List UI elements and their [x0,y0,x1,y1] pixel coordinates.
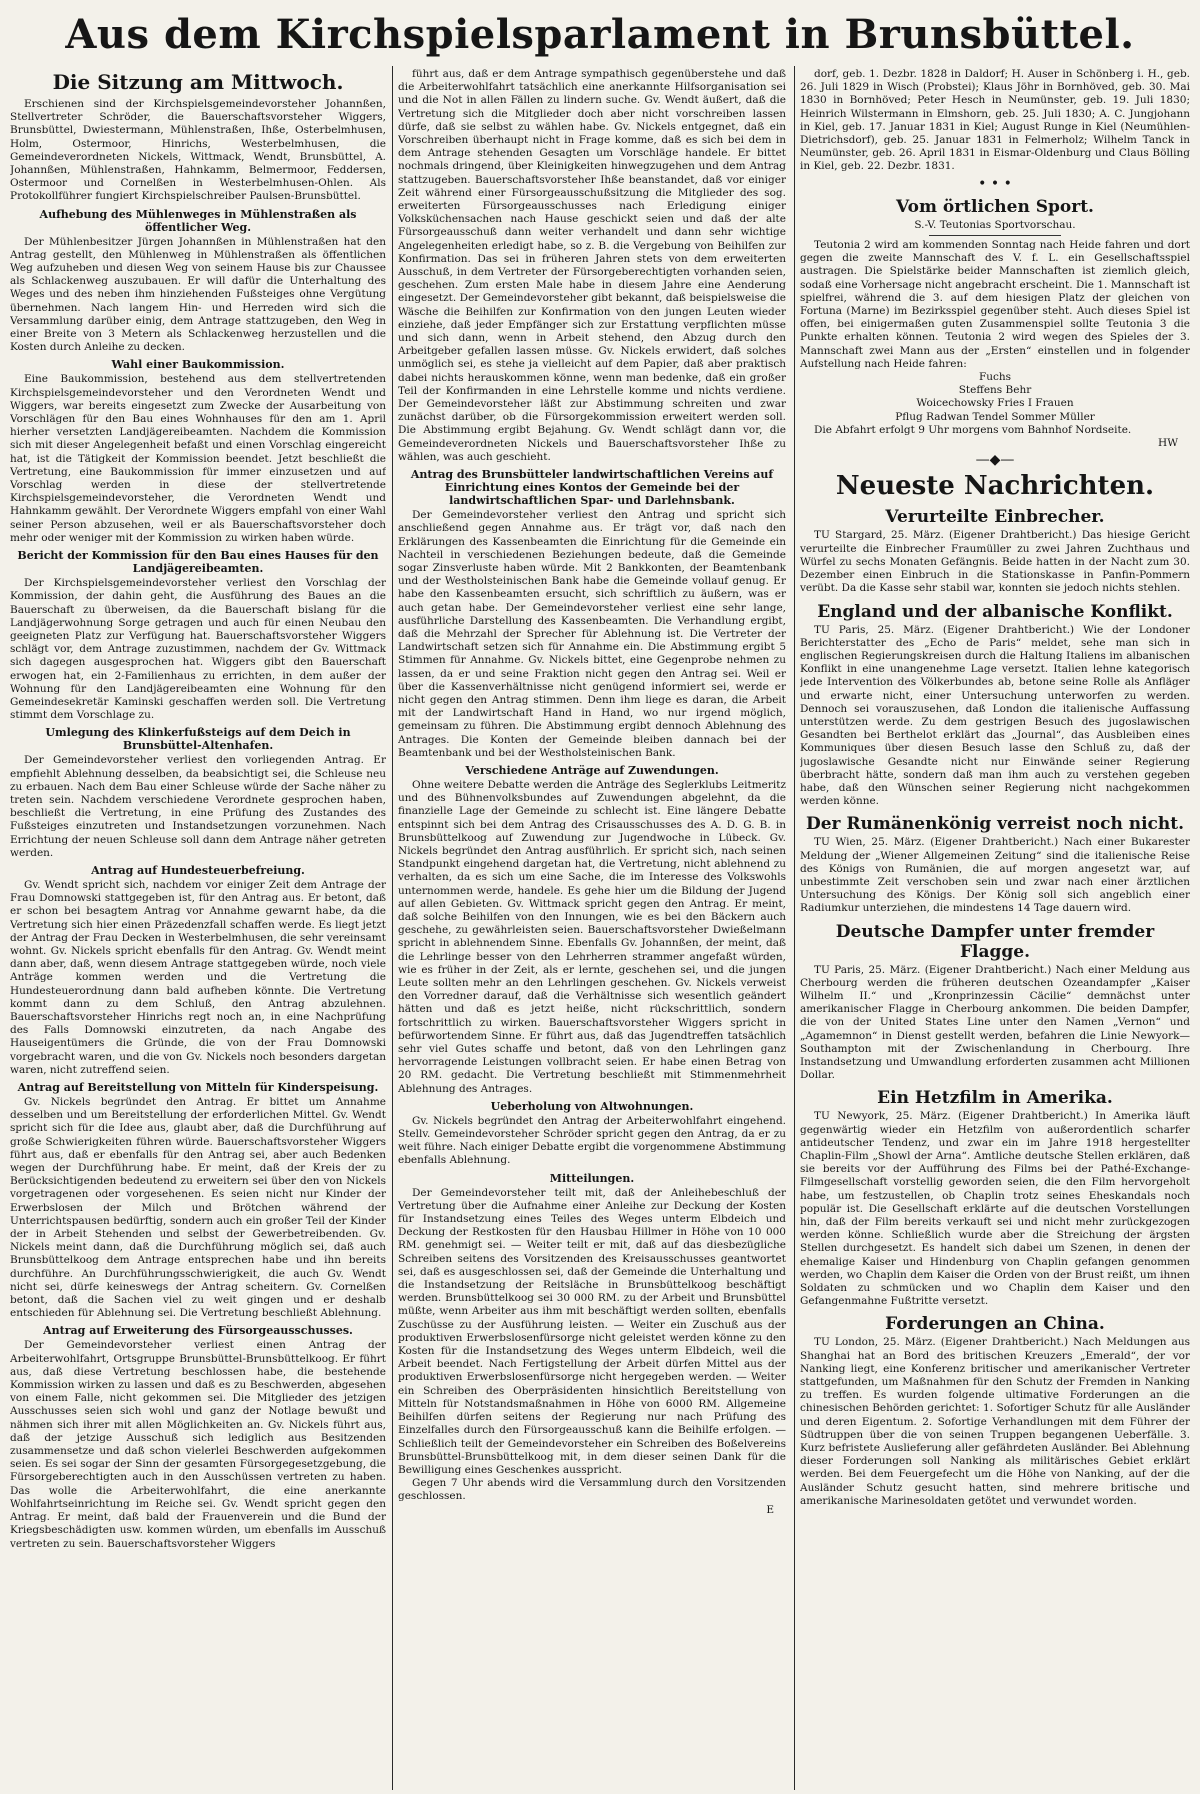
paragraph: Gv. Wendt spricht sich, nachdem vor einiger Zeit dem Antrage der Frau Domnowski stattgegeben ist, für den Antrag aus. Er betont, daß er schon bei besagtem Antrag vor Annahme gewarnt habe, da die Vertretung sich hier einen Präzedenzfall schaffen werde. Es liegt jetzt der Antrag der Frau Decken in Westerbelmhusen, die sehr vereinsamt wohnt. Gv. Nickels spricht ebenfalls für den Antrag. Gv. Wendt meint dann aber, daß, wenn diesem Antrage stattgegeben würde, noch viele Anträge kommen werden und die Vertretung die Hundesteuerordnung dann bald aufheben könnte. Die Vertretung kommt dann zu dem Schluß, den Antrag abzulehnen. Bauerschaftsvorsteher Hinrichs regt noch an, in eine Nachprüfung des Falls Domnowski einzutreten, da nach Angabe des Hauseigentümers die Gründe, die von der Frau Domnowski vorgebracht waren, und die von Gv. Nickels noch besonders dargetan waren, nicht zutreffend seien. [10,878,386,1076]
subheading: Bericht der Kommission für den Bau eines Hauses für den Landjägereibeamten. [17,549,379,576]
subheading: Ueberholung von Altwohnungen. [490,1099,694,1113]
paragraph: Erschienen sind der Kirchspielsgemeindevorsteher Johannßen, Stellvertreter Schröder, die Bauerschaftsvorsteher Wiggers, Brunsbüttel, Dwiestermann, Mühlenstraßen, Ihße, Osterbelmhusen, Holm, Ostermoor, Hinrichs, Westerbelmhusen, die Gemeindeverordneten Nickels, Wittmack, Wendt, Brunsbüttel, A. Johannßen, Mühlenstraßen, Hahnkamm, Belmermoor, Feddersen, Ostermoor und Cornelßen in Westerbelmhusen-Ohlen. Als Protokollführer fungiert Kirchspielschreiber Paulsen-Brunsbüttel. [10,98,386,203]
paragraph: Der Mühlenbesitzer Jürgen Johannßen in Mühlenstraßen hat den Antrag gestellt, den Mühlenweg in Mühlenstraßen als öffentlichen Weg aufzuheben und diesen Weg von seinem Hause bis zur Chaussee als Schlackenweg auszubauen. Er will dafür die Unterhaltung des Weges und des neben ihm hinziehenden Fußsteiges ohne Vergütung übernehmen. Nach langem Hin- und Herreden wird sich die Versammlung darüber einig, dem Antrage stattzugeben, den Weg in einer Breite von 3 Metern als Schlackenweg herzustellen und die Kosten durch Anleihe zu decken. [10,235,386,354]
column-rule [392,66,393,1790]
paragraph: Der Gemeindevorsteher verliest einen Antrag der Arbeiterwohlfahrt, Ortsgruppe Brunsbüttel-Brunsbüttelkoog. Er führt aus, daß diese Vertretung beschlossen habe, die bestehende Kommission wirken zu lassen und daß es zu Beschwerden, abgesehen von einem Falle, nicht gekommen sei. Die Mitglieder des jetzigen Ausschusses seien sich wohl und ganz der Notlage bewußt und nähmen sich ihrer mit allen Möglichkeiten an. Gv. Nickels führt aus, daß der jetzige Ausschuß sich lediglich aus Besitzenden zusammensetze und daß schon vielerlei Beschwerden aufgekommen seien. Es sei sogar der Sinn der gesamten Fürsorgegesetzgebung, die Fürsorgeberechtigten auch in den Ausschüssen vertreten zu haben. Das wolle die Arbeiterwohlfahrt, die eine anerkannte Wohlfahrtseinrichtung im Reiche sei. Gv. Wendt spricht gegen den Antrag. Er meint, daß bald der Frauenverein und die Bund der Kriegsbeschädigten usw. kommen würden, um ebenfalls im Ausschuß vertreten zu sein. Bauerschaftsvorsteher Wiggers [10,1339,386,1550]
paragraph: TU Wien, 25. März. (Eigener Drahtbericht.) Nach einer Bukarester Meldung der „Wiener Allgemeinen Zeitung“ sind die italienische Reise des Königs von Rumänien, die auf morgen angesetzt war, auf unbestimmte Zeit verschoben sein und zwar nach einer ärztlichen Untersuchung des Königs. Der König soll sich angeblich einer Radiumkur unterziehen, die mindestens 14 Tage dauern wird. [800,836,1190,915]
column-rule [794,66,795,1790]
subheading: Antrag des Brunsbütteler landwirtschaftlichen Vereins auf Einrichtung eines Kontos der Gemeinde bei der landwirtschaftlichen Spar- und Darlehnsbank. [410,468,774,508]
team-line: Pflug Radwan Tendel Sommer Müller [895,410,1095,423]
separator: • • • [978,175,1012,192]
subheading: Aufhebung des Mühlenweges in Mühlenstraßen als öffentlicher Weg. [39,207,357,234]
paragraph: Die Abfahrt erfolgt 9 Uhr morgens vom Bahnhof Nordseite. [814,423,1132,436]
news-item-heading: Der Rumänenkönig verreist noch nicht. [805,814,1185,835]
news-item-heading: Verurteilte Einbrecher. [885,507,1105,528]
paragraph: TU Stargard, 25. März. (Eigener Drahtbericht.) Das hiesige Gericht verurteilte die Einbrecher Fraumüller zu zwei Jahren Zuchthaus und Würfel zu sechs Monaten Gefängnis. Beide hatten in der Nacht zum 30. Dezember einen Einbruch in die Stationskasse in Panfin-Pommern verübt. Da die Kasse sehr stabil war, konnten sie jedoch nichts stehlen. [800,529,1190,595]
news-item-heading: Forderungen an China. [885,1314,1105,1335]
paragraph: Teutonia 2 wird am kommenden Sonntag nach Heide fahren und dort gegen die zweite Mannschaft des V. f. L. ein Gesellschaftsspiel austragen. Die Spielstärke beider Mannschaften ist ziemlich gleich, sodaß eine Vorhersage nicht angebracht erscheint. Die 1. Mannschaft ist spielfrei, während die 3. auf dem hiesigen Platz der gleichen von Fortuna (Marne) im Bezirksspiel gegenüber steht. Auch dieses Spiel ist offen, bei einigermaßen guten Zusammenspiel sollte Teutonia 3 die Punkte erhalten können. Teutonia 2 wird wegen des Spieles der 3. Mannschaft zwei Mann aus der „Ersten“ einstellen und in folgender Aufstellung nach Heide fahren: [800,239,1190,370]
paragraph: TU London, 25. März. (Eigener Drahtbericht.) Nach Meldungen aus Shanghai hat an Bord des britischen Kreuzers „Emerald“, der vor Nanking liegt, eine Konferenz britischer und amerikanischer Vertreter stattgefunden, um Maßnahmen für den Schutz der Fremden in Nanking zu treffen. Es wurden folgende ultimative Forderungen an die chinesischen Behörden gerichtet: 1. Sofortiger Schutz für alle Ausländer und deren Eigentum. 2. Sofortige Verhandlungen mit dem Führer der Südtruppen über die von seinen Truppen begangenen Ueberfälle. 3. Kurz befristete Auslieferung aller gefährdeten Ausländer. Bei Ablehnung dieser Forderungen soll Nanking als militärisches Gebiet erklärt werden. Bei dem Feuergefecht um die Höhe von Nanking, auf der die Ausländer Schutz gesucht hatten, sind mehrere britische und amerikanische Marinesoldaten getötet und verwundet worden. [800,1336,1190,1507]
paragraph: TU Newyork, 25. März. (Eigener Drahtbericht.) In Amerika läuft gegenwärtig wieder ein Hetzfilm von außerordentlich scharfer antideutscher Tendenz, und zwar ein im Jahre 1918 hergestellter Chaplin-Film „Showl der Arna“. Amtliche deutsche Stellen erklären, daß sie bereits vor der Aufführung des Films bei der Pathé-Exchange-Filmgesellschaft vorstellig geworden seien, die den Film hervorgeholt habe, um festzustellen, ob Chaplin trotz seines Eheskandals noch populär ist. Die Gesellschaft erklärte auf die deutschen Vorstellungen hin, daß der Film bereits verkauft sei und nicht mehr zurückgezogen werden könne. Schließlich wurde aber die Streichung der ärgsten Stellen durchgesetzt. Es handelt sich dabei um Szenen, in denen der ehemalige Kaiser und Hindenburg von Chaplin gefangen genommen werden, wo Chaplin dem Kaiser die Orden von der Brust reißt, um ihnen Soldaten zu schmücken und wo Chaplin dem Kaiser und den Gefangenmahne Fußtritte versetzt. [800,1110,1190,1308]
subheading: Antrag auf Bereitstellung von Mitteln für Kinderspeisung. [17,1081,379,1094]
subheading: Antrag auf Erweiterung des Fürsorgeausschusses. [43,1324,353,1338]
paragraph: Eine Baukommission, bestehend aus dem stellvertretenden Kirchspielsgemeindevorsteher und den Verordneten Wendt und Wiggers, war bereits eingesetzt zum Zwecke der Ausarbeitung von Vorschlägen für den Bau eines Wohnhauses für den am 1. April hierher versetzten Landjägereibeamten. Nachdem die Kommission sich mit dieser Angelegenheit befaßt und einen Vorschlag eingereicht hat, ist die Tätigkeit der Kommission beendet. Jetzt beschließt die Vertretung, eine Baukommission für immer einzusetzen und auf Vorschlag werden in diese der stellvertretende Kirchspielsgemeindevorsteher, die Verordneten Wendt und Hahnkamm gewählt. Der Verordnete Wiggers empfahl von einer Wahl seiner Person abzusehen, weil er als Bauerschaftsvorsteher doch mehr oder weniger mit der Kommission zu wirken haben würde. [10,373,386,544]
news-heading: Neueste Nachrichten. [835,471,1155,502]
team-line: Steffens Behr [958,384,1032,397]
news-item-heading: Deutsche Dampfer unter fremder Flagge. [835,921,1155,962]
sport-subheading: S.-V. Teutonias Sportvorschau. [914,218,1076,231]
divider [929,235,1062,236]
paragraph: Gv. Nickels begründet den Antrag der Arbeiterwohlfahrt eingehend. Stellv. Gemeindevorsteher Schröder spricht gegen den Antrag, da er zu weit führe. Nach einiger Debatte ergibt die vorgenommene Abstimmung ebenfalls Ablehnung. [398,1114,786,1167]
news-item-heading: Ein Hetzfilm in Amerika. [877,1088,1113,1109]
paragraph: Der Gemeindevorsteher teilt mit, daß der Anleihebeschluß der Vertretung über die Aufnahme einer Anleihe zur Deckung der Kosten für Instandsetzung eines Teiles des Weges unterm Elbdeich und Deckung der Restkosten für den Hausbau Hillmer in Höhe von 10 000 RM. genehmigt sei. — Weiter teilt er mit, daß auf das diesbezügliche Schreiben seitens des Vorsitzenden des Kreisausschusses geantwortet sei, daß es ausgeschlossen sei, daß der Gemeinde die Unterhaltung und die Instandsetzung der Reitsläche in Brunsbüttelkoog beschäftigt werden. Brunsbüttelkoog sei 30 000 RM. zu der Arbeit und Brunsbüttel müßte, wenn Arbeiter aus ihm mit beschäftigt werden sollten, ebenfalls Zuschüsse zu der Ausführung leisten. — Weiter ein Zuschuß aus der produktiven Erwerbslosenfürsorge nicht geleistet werden könne zu den Kosten für die Instandsetzung des Weges unterm Elbdeich, weil die Arbeit beendet. Nach Fertigstellung der Arbeit dürfen Mittel aus der produktiven Erwerbslosenfürsorge nicht hergegeben werden. — Weiter ein Schreiben des Oberpräsidenten hinsichtlich Bereitstellung von Mitteln für Notstandsmaßnahmen in Höhe von 6000 RM. Allgemeine Beihilfen dürfen seitens der Regierung nur nach Prüfung des Einzelfalles durch den Fürsorgeausschuß kann die Beihilfe erfolgen. — Schließlich teilt der Gemeindevorsteher ein Schreiben des Boßelvereins Brunsbüttel-Brunsbüttelkoog mit, in dem dieser seinen Dank für die Bewilligung eines Geschenkes ausspricht. [398,1186,786,1476]
paragraph: Gv. Nickels begründet den Antrag. Er bittet um Annahme desselben und um Bereitstellung der erforderlichen Mittel. Gv. Wendt spricht sich für die Idee aus, glaubt aber, daß die Durchführung auf große Schwierigkeiten führen würde. Bauerschaftsvorsteher Wiggers führt aus, daß er ebenfalls für den Antrag sei, aber auch Bedenken wegen der Durchführung habe. Er meint, daß der Kreis der zu Berücksichtigenden bedeutend zu erweitern sei über den von Nickels vorgetragenen oder vorgesehenen. Es seien nicht nur Kinder der Erwerbslosen der Milch und Brötchen während der Unterrichtspausen bedürftig, sondern auch ein großer Teil der Kinder der in Arbeit Stehenden und selbst der Gewerbetreibenden. Gv. Nickels meint dann, daß die Durchführung möglich sei, daß auch Brunsbüttelkoog dem Antrage entsprechen habe und ihn bereits durchführe. An Durchführungsschwierigkeit, die auch Gv. Wendt nicht sei, dürfe keineswegs der Antrag scheitern. Gv. Cornelßen betont, daß die Sachen viel zu weit gingen und er deshalb entschieden für Ablehnung sei. Die Vertretung beschließt Ablehnung. [10,1096,386,1320]
author-signature: E [766,1503,774,1516]
team-line: Fuchs [978,371,1012,384]
paragraph: Der Gemeindevorsteher verliest den vorliegenden Antrag. Er empfiehlt Ablehnung desselben, da beabsichtigt sei, die Schleuse neu zu erbauen. Nach dem Bau einer Schleuse würde der Sache näher zu treten sein. Nachdem verschiedene Verordnete gesprochen haben, beschließt die Vertretung, in eine Prüfung des Zustandes des Fußsteiges einzutreten und Instandsetzungen vorzunehmen. Nach Errichtung der neuen Schleuse soll dann dem Antrage näher getreten werden. [10,754,386,859]
paragraph: Ohne weitere Debatte werden die Anträge des Seglerklubs Leitmeritz und des Bühnenvolksbundes auf Zuwendungen abgelehnt, da die finanzielle Lage der Gemeinde zu schlecht ist. Eine längere Debatte entspinnt sich bei dem Antrag des Crisausschusses des A. D. G. B. in Brunsbüttelkoog auf Zuwendung zur Jugendwoche in Lübeck. Gv. Nickels begründet den Antrag ausführlich. Er spricht sich, nach seinen Standpunkt eingehend dargetan hat, die Vertretung, nicht ablehnend zu verhalten, da es sich um eine Sache, die im Interesse des Volkswohls unternommen werde, handele. Es gehe hier um die Bildung der Jugend auf allen Gebieten. Gv. Wittmack spricht gegen den Antrag. Er meint, daß solche Beihilfen von den Innungen, wie es bei den Bäckern auch geschehe, zu gewährleisten seien. Bauerschaftsvorsteher Dwießelmann spricht in ablehnendem Sinne. Ebenfalls Gv. Johannßen, der meint, daß die Lehrlinge besser von den Lehrherren strammer angefaßt würden, wie es früher in der Zeit, als er lernte, geschehen sei, und die jungen Leute sollten mehr an den Lehrlingen geschehen. Gv. Nickels verweist den Vorredner darauf, daß die Verhältnisse sich wesentlich geändert hätten und daß es jetzt heiße, nicht rückschrittlich, sondern fortschrittlich zu wirken. Bauerschaftsvorsteher Wiggers spricht in befürwortendem Sinne. Er führt aus, daß das Jugendtreffen tatsächlich sehr viel Gutes schaffe und betont, daß von den Lehrlingen ganz hervorragende Leistungen vollbracht seien. Er habe einen Betrag von 20 RM. gedacht. Die Vertretung beschließt mit Stimmenmehrheit Ablehnung des Antrages. [398,778,786,1095]
subheading: Verschiedene Anträge auf Zuwendungen. [465,763,719,777]
column-3 [800,68,1190,1788]
subheading: Umlegung des Klinkerfußsteigs auf dem Deich in Brunsbüttel-Altenhafen. [45,726,351,753]
subheading: Wahl einer Baukommission. [111,358,285,372]
subheading: Antrag auf Hundesteuerbefreiung. [91,863,305,877]
author-signature: HW [1158,437,1178,450]
team-line: Woicechowsky Fries I Frauen [916,397,1074,410]
paragraph: Der Kirchspielsgemeindevorsteher verliest den Vorschlag der Kommission, der dahin geht, die Ausführung des Baues an die Bauerschaft zu überweisen, da die Bauerschaft bislang für die Landjägerwohnung Sorge getragen und auch für einen Neubau den geeigneten Platz zur Verfügung hat. Bauerschaftsvorsteher Wiggers schlägt vor, dem Antrage zuzustimmen, nachdem der Gv. Wittmack sich dagegen ausgesprochen hat. Wiggers gibt den Bauerschaft erwogen hat, ein 2-Familienhaus zu errichten, in dem außer der Wohnung für den Landjägereibeamten eine Wohnung für den Gemeindesekretär Kaminski geschaffen werden soll. Die Vertretung stimmt dem Vorschlage zu. [10,577,386,722]
news-item-heading: England und der albanische Konflikt. [817,601,1173,622]
paragraph: führt aus, daß er dem Antrage sympathisch gegenüberstehe und daß die Arbeiterwohlfahrt tatsächlich eine anerkannte Hilfsorganisation sei und die Not in allen Fällen zu lindern suche. Gv. Wendt äußert, daß die Vertretung sich die Mitglieder doch aber nicht vorschreiben lassen dürfe, daß sie selbst zu wählen habe. Gv. Nickels entgegnet, daß ein Vorschreiben überhaupt nicht in Frage komme, daß es sich bei dem in dem Antrage stehenden Gesagten um Vorschläge handele. Er bittet nochmals dringend, über Kleinigkeiten hinwegzugehen und dem Antrag stattzugeben. Bauerschaftsvorsteher Ihße beanstandet, daß vor einiger Zeit während einer Fürsorgeausschußsitzung die Mitglieder des sog. erweiterten Fürsorgeausschusses nach Erledigung einiger Volksküchensachen nach Hause geschickt seien und daß der alte Fürsorgeausschuß dann weiter verhandelt und dann sehr wichtige Angelegenheiten erledigt habe, so z. B. die Vergebung von Beihilfen zur Konfirmation. Das sei in früheren Jahren stets von dem erweiterten Ausschuß, in dem Vertreter der Fürsorgeberechtigten vorhanden seien, geschehen. Zum ersten Male habe in diesem Jahre eine Aenderung eingesetzt. Der Gemeindevorsteher gibt bekannt, daß beispielsweise die Wäsche die Beihilfen zur Konfirmation von den jungen Leuten wieder einziehe, daß jeder Empfänger sich zur Erstattung verpflichten müsse und sich dann, wenn in Arbeit stehend, den Abzug durch den Arbeitgeber gefallen lassen müsse. Gv. Nickels erwidert, daß solches unmöglich sei, es stehe ja vielleicht auf dem Papier, daß aber praktisch dabei nichts herauskommen könne, wenn man bedenke, daß ein großer Teil der Konfirmanden in eine Lehrstelle komme und nichts verdiene. Der Gemeindevorsteher läßt zur Abstimmung schreiten und zwar zunächst darüber, ob die Fürsorgekommission erweitert werden soll. Die Abstimmung ergibt Bejahung. Gv. Wendt schlägt dann vor, die Gemeindeverordneten Nickels und Bauerschaftsvorsteher Ihße zu wählen, was auch geschieht. [398,68,786,463]
subheading: Mitteilungen. [549,1171,635,1185]
paragraph: Der Gemeindevorsteher verliest den Antrag und spricht sich anschließend gegen Annahme aus. Er trägt vor, daß nach den Erklärungen des Kassenbeamten die Einrichtung für die Gemeinde ein Nachteil in verschiedenen Beziehungen bedeute, daß die Gemeinde sogar Zinsverluste haben würde. Mit 2 Bankkonten, der Beamtenbank und der Westholsteinischen Bank habe die Gemeinde vollauf genug. Er habe den Kassenbeamten ersucht, sich schriftlich zu äußern, was er auch getan habe. Der Gemeindevorsteher verliest eine sehr lange, ausführliche Darstellung des Kassenbeamten. Die Verhandlung ergibt, daß die Mehrzahl der Sprecher für Ablehnung ist. Die Vertreter der Landwirtschaft setzen sich für Annahme ein. Die Abstimmung ergibt 5 Stimmen für Annahme. Gv. Nickels bittet, eine Gegenprobe nehmen zu lassen, da er und seine Fraktion nicht gegen den Antrag sei. Weil er über die Kassenverhältnisse nicht genügend informiert sei, werde er nicht gegen den Antrag stimmen. Denn ihm liege es daran, die Arbeit mit der Landwirtschaft Hand in Hand, wo nur irgend möglich, gemeinsam zu führen. Die Abstimmung ergibt dennoch Ablehnung des Antrages. Die Konten der Gemeinde bleiben dannach bei der Beamtenbank und bei der Westholsteinischen Bank. [398,509,786,759]
paragraph: dorf, geb. 1. Dezbr. 1828 in Daldorf; H. Auser in Schönberg i. H., geb. 26. Juli 1829 in Wisch (Probstei); Klaus Jöhr in Bornhöved, geb. 30. Mai 1830 in Bornhöved; Peter Hesch in Neumünster, geb. 19. Juli 1830; Heinrich Wilstermann in Elmshorn, geb. 25. Juli 1830; A. C. Jungjohann in Kiel, geb. 17. Januar 1831 in Kiel; August Runge in Kiel (Neumühlen-Dietrichsdorf), geb. 25. Januar 1831 in Felmerholz; Wilhelm Tanck in Neumünster, geb. 26. April 1831 in Eismar-Oldenburg und Claus Bölling in Kiel, geb. 22. Dezbr. 1831. [800,68,1190,173]
sport-heading: Vom örtlichen Sport. [896,196,1094,217]
section-title: Die Sitzung am Mittwoch. [52,70,344,94]
separator: —◆— [975,452,1015,469]
column-1 [10,68,386,1788]
paragraph: Gegen 7 Uhr abends wird die Versammlung durch den Vorsitzenden geschlossen. [398,1477,786,1503]
page-headline: Aus dem Kirchspielsparlament in Brunsbüttel. [65,11,1135,58]
paragraph: TU Paris, 25. März. (Eigener Drahtbericht.) Nach einer Meldung aus Cherbourg werden die früheren deutschen Ozeandampfer „Kaiser Wilhelm II.“ und „Kronprinzessin Cäcilie“ demnächst unter amerikanischer Flagge in Cherbourg ankommen. Die beiden Dampfer, die von der United States Line unter den Namen „Vernon“ und „Agamemnon“ in Dienst gestellt werden, befahren die Linie Newyork—Southampton mit der Zwischenlandung in Cherbourg. Ihre Instandsetzung und Umwandlung erforderten zusammen acht Millionen Dollar. [800,963,1190,1082]
paragraph: TU Paris, 25. März. (Eigener Drahtbericht.) Wie der Londoner Berichterstatter des „Echo de Paris“ meldet, sehe man sich in englischen Regierungskreisen durch die Haltung Italiens im albanischen Konflikt in eine unangenehme Lage versetzt. Italien lehne kategorisch jede Intervention des Völkerbundes ab, betone seine Rolle als Anfläger und erwarte nicht, einer Untersuchung unterworfen zu werden. Dennoch sei vorauszusehen, daß London die italienische Auffassung unterstützen werde. Zu dem gestrigen Besuch des jugoslawischen Gesandten bei Berthelot erklärt das „Journal“, das Ausbleiben eines Kommuniques über diesen Besuch lasse den Schluß zu, daß der jugoslawische Gesandte nicht nur Einwände seiner Regierung überbracht hätte, sondern daß man ihm auch zu verstehen gegeben habe, daß den Wünschen seiner Regierung nicht nachgekommen werden könne. [800,623,1190,808]
column-2 [398,68,786,1788]
